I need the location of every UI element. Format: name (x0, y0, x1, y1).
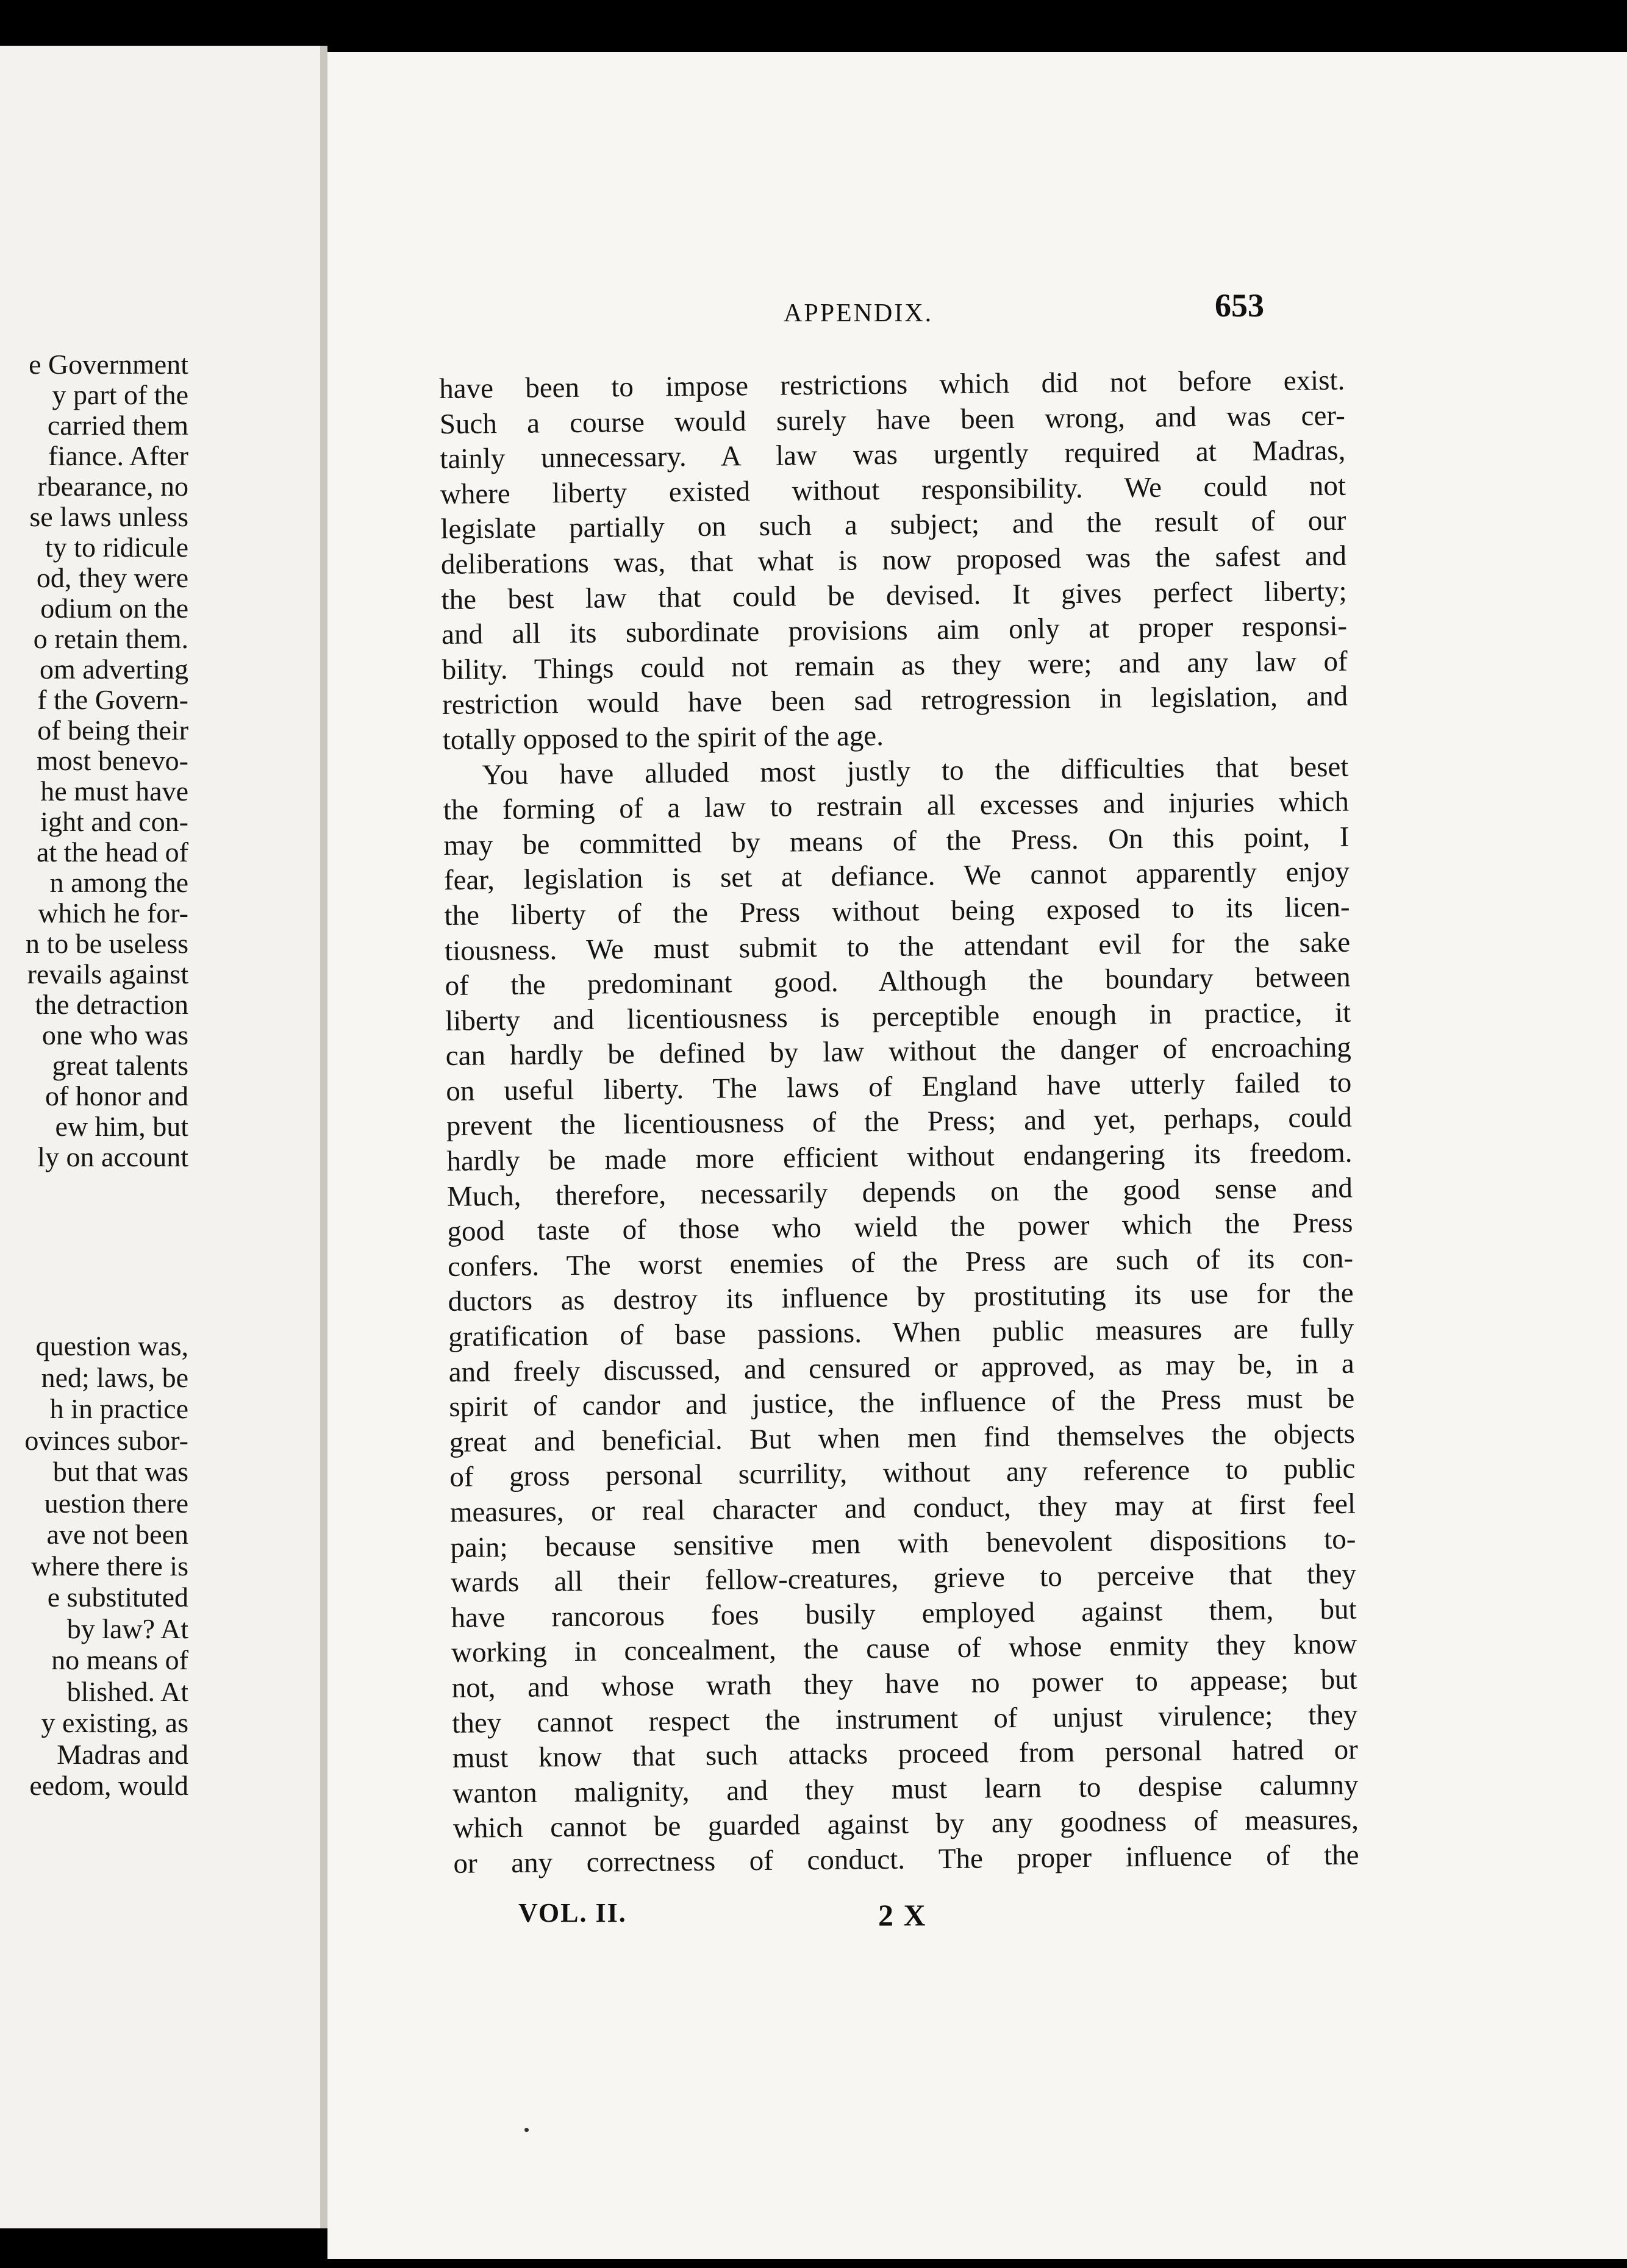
left-page-line: ight and con- (40, 806, 188, 837)
body-line: great and beneficial. But when men find themselves the objects (449, 1417, 1356, 1458)
volume-label: VOL. II. (518, 1898, 627, 1928)
left-page-line: one who was (41, 1019, 188, 1050)
body-line: working in concealment, the cause of whose enmity they know (451, 1628, 1357, 1669)
body-line: prevent the licentiousness of the Press; and yet, perhaps, could (446, 1102, 1353, 1143)
left-page-line: where there is (31, 1550, 188, 1582)
left-page-line: od, they were (36, 562, 188, 593)
body-line: legislate partially on such a subject; and the result of our (440, 505, 1346, 546)
left-page-line: ew him, but (55, 1111, 188, 1142)
left-page-line: f the Govern- (37, 684, 188, 715)
body-line: and all its subordinate provisions aim only at proper responsi- (441, 610, 1348, 651)
body-line: Much, therefore, necessarily depends on the good sense and (446, 1172, 1353, 1213)
left-page-line: e substituted (47, 1582, 188, 1613)
paper-speck (524, 2128, 529, 2132)
left-page-line: the detraction (35, 989, 188, 1020)
left-page-line: fiance. After (48, 440, 188, 471)
body-line: wards all their fellow-creatures, grieve to perceive that they (450, 1558, 1357, 1599)
body-line: must know that such attacks proceed from personal hatred or (452, 1733, 1359, 1775)
left-page-line: n to be useless (25, 928, 188, 959)
left-page-line: n among the (49, 867, 188, 898)
left-page-line: no means of (51, 1644, 188, 1675)
body-line: gratification of base passions. When public measures are fully (448, 1312, 1354, 1353)
body-line: wanton malignity, and they must learn to despise calumny (452, 1769, 1359, 1810)
left-page-line: by law? At (66, 1613, 188, 1644)
body-line: can hardly be defined by law without the danger of encroaching (445, 1031, 1351, 1072)
body-line: which cannot be guarded against by any goodness of measures, (452, 1803, 1359, 1845)
left-page-line: ty to ridicule (45, 532, 188, 563)
body-line: where liberty existed without responsibility. We could not (440, 469, 1346, 510)
body-line: tiousness. We must submit to the attendant evil for the sake (444, 926, 1351, 967)
left-page-line: carried them (47, 410, 188, 441)
left-page-line: odium on the (40, 593, 188, 624)
body-line: good taste of those who wield the power which the Press (447, 1207, 1353, 1248)
left-page-line: of being their (37, 715, 188, 746)
left-page-line: Madras and (57, 1738, 188, 1770)
left-page-line: blished. At (66, 1675, 188, 1707)
body-line: fear, legislation is set at defiance. We cannot apparently enjoy (443, 856, 1350, 897)
body-line: tainly unnecessary. A law was urgently required at Madras, (440, 434, 1346, 476)
body-line: of the predominant good. Although the boundary between (445, 961, 1351, 1002)
left-page-line: se laws unless (29, 501, 188, 532)
body-line: pain; because sensitive men with benevolent dispositions to- (450, 1523, 1356, 1564)
book-gutter (320, 46, 327, 2228)
left-page-line: h in practice (49, 1393, 188, 1424)
body-line: may be committed by means of the Press. On this point, I (443, 821, 1350, 861)
left-page-line: which he for- (38, 897, 188, 929)
body-line: hardly be made more efficient without endangering its freedom. (446, 1136, 1353, 1178)
body-line: not, and whose wrath they have no power to appease; but (451, 1663, 1357, 1704)
signature-mark: 2 X (878, 1898, 927, 1932)
body-line: bility. Things could not remain as they were; and any law of (442, 645, 1348, 686)
body-line: totally opposed to the spirit of the age. (442, 719, 884, 756)
body-line: have been to impose restrictions which did not before exist. (439, 364, 1345, 405)
body-line: liberty and licentiousness is perceptible enough in practice, it (445, 996, 1351, 1037)
body-line: restriction would have been sad retrogression in legislation, and (442, 680, 1348, 721)
left-page (0, 46, 320, 2228)
left-page-line: question was, (35, 1330, 188, 1361)
left-page-line: ly on account (37, 1141, 188, 1172)
left-page-line: ned; laws, be (41, 1361, 188, 1393)
body-line: confers. The worst enemies of the Press are such of its con- (447, 1242, 1354, 1283)
left-page-line: most benevo- (36, 745, 188, 776)
body-line: ductors as destroy its influence by prostituting its use for the (448, 1277, 1354, 1318)
body-line: they cannot respect the instrument of unjust virulence; they (452, 1699, 1358, 1739)
running-header: APPENDIX. (784, 299, 934, 327)
body-line: the forming of a law to restrain all excesses and injuries which (443, 785, 1350, 827)
body-text (439, 363, 1359, 1882)
body-line: of gross personal scurrility, without any reference to public (449, 1453, 1356, 1494)
left-page-line: e Government (29, 349, 188, 380)
left-page-line: y existing, as (41, 1707, 188, 1738)
page-number: 653 (1215, 287, 1264, 324)
left-page-line: eedom, would (29, 1770, 188, 1801)
left-page-line: om adverting (40, 654, 188, 685)
left-page-line: great talents (52, 1050, 188, 1081)
left-page-line: revails against (27, 958, 188, 990)
body-line: on useful liberty. The laws of England have utterly failed to (446, 1066, 1352, 1107)
body-line: deliberations was, that what is now proposed was the safest and (440, 540, 1347, 580)
body-line: the liberty of the Press without being exposed to its licen- (444, 891, 1350, 932)
left-page-line: uestion there (44, 1487, 188, 1519)
body-line: spirit of candor and justice, the influence of the Press must be (449, 1382, 1355, 1424)
left-page-line: ovinces subor- (24, 1424, 188, 1456)
body-line: have rancorous foes busily employed against them, but (451, 1593, 1357, 1634)
body-line: measures, or real character and conduct, they may at first feel (449, 1488, 1356, 1528)
left-page-line: y part of the (52, 379, 188, 410)
left-page-line: at the head of (36, 836, 188, 868)
left-page-line: of honor and (45, 1080, 188, 1111)
left-page-line: but that was (52, 1456, 188, 1487)
body-line: and freely discussed, and censured or approved, as may be, in a (448, 1347, 1354, 1388)
left-page-line: he must have (40, 776, 188, 807)
left-page-line: rbearance, no (37, 471, 188, 502)
body-line: or any correctness of conduct. The proper influence of the (453, 1839, 1359, 1880)
left-page-line: ave not been (46, 1519, 188, 1550)
body-line: the best law that could be devised. It gives perfect liberty; (441, 575, 1347, 616)
body-line: You have alluded most justly to the difficulties that beset (482, 751, 1349, 791)
body-line: Such a course would surely have been wrong, and was cer- (439, 399, 1346, 440)
left-page-line: o retain them. (33, 623, 188, 654)
